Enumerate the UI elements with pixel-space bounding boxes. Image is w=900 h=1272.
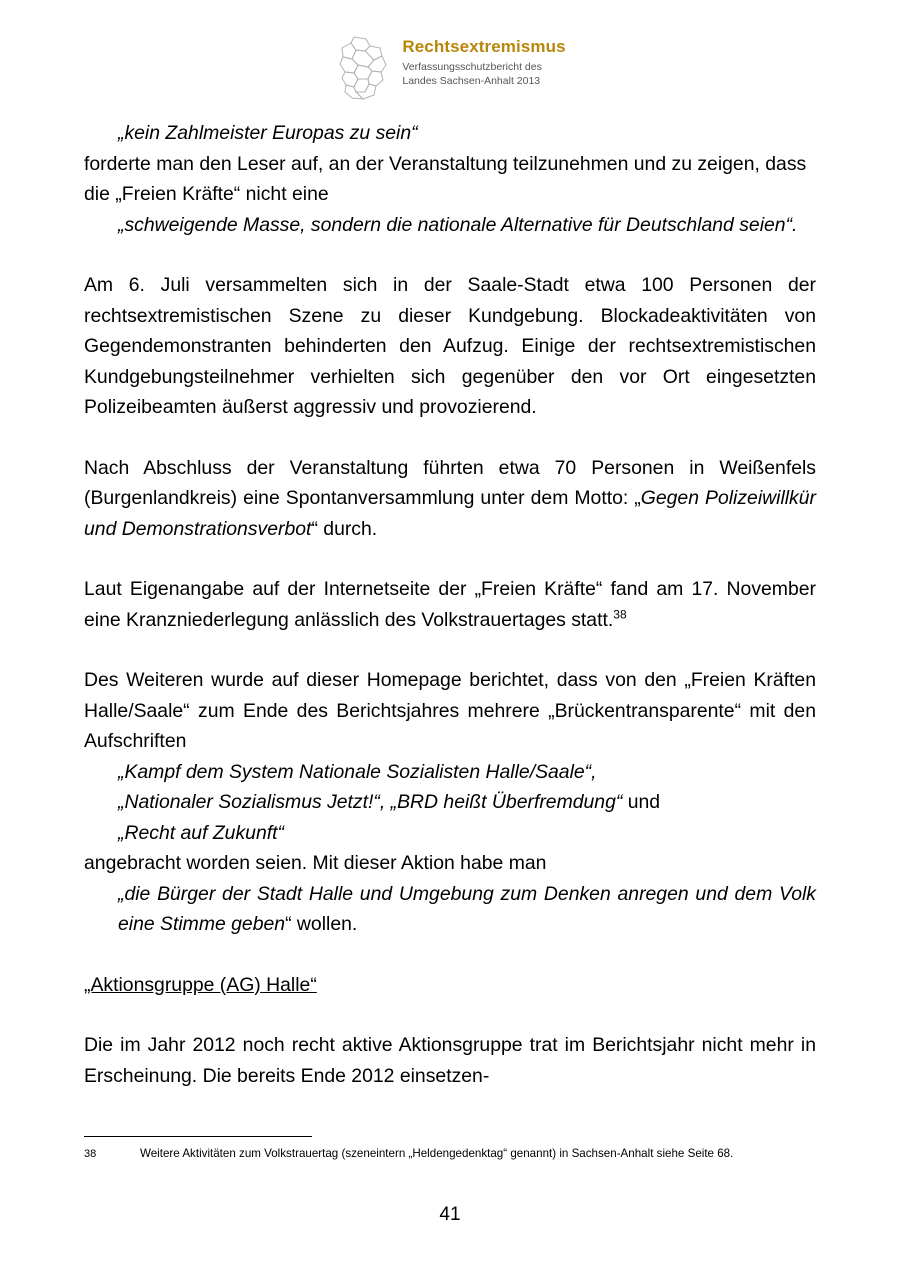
quote-block-3-line-3: „Recht auf Zukunft“ bbox=[118, 821, 284, 844]
header-subtitle-line1: Verfassungsschutzbericht des bbox=[402, 60, 542, 73]
quote-block-4 bbox=[118, 879, 816, 940]
spacer bbox=[84, 240, 816, 270]
quote-block-4-italic: „die Bürger der Stadt Halle und Umgebung zum Denken anregen und dem Volk eine Stimme geben bbox=[118, 882, 816, 935]
paragraph-7: Die im Jahr 2012 noch recht aktive Aktionsgruppe trat im Berichtsjahr nicht mehr in Erscheinung. Die bereits Ende 2012 einsetzen- bbox=[84, 1034, 816, 1087]
paragraph-4 bbox=[84, 574, 816, 635]
quote-block-4-tail: “ wollen. bbox=[285, 913, 358, 935]
page-number: 41 bbox=[439, 1204, 461, 1225]
quote-block-3-line-2 bbox=[118, 787, 816, 818]
paragraph-3-text-b: “ durch. bbox=[311, 517, 378, 540]
spacer bbox=[84, 635, 816, 665]
paragraph-2: Am 6. Juli versammelten sich in der Saale-Stadt etwa 100 Personen der rechtsextremistischen Szene zu dieser Kundgebung. Blockadeaktivitäten von Gegendemonstranten behinderten den Aufzug. Einige der rechtsextremistischen Kundgebungsteilnehmer verhielten sich gegenüber den vor Ort eingesetzten Polizeibeamten äußerst aggressiv und provozierend. bbox=[84, 274, 816, 418]
header-title: Rechtsextremismus bbox=[402, 37, 566, 56]
page-body bbox=[84, 118, 816, 1091]
sachsen-anhalt-map-logo bbox=[334, 34, 392, 102]
paragraph-5: Des Weiteren wurde auf dieser Homepage berichtet, dass von den „Freien Kräften Halle/Saale“ zum Ende des Berichtsjahres mehrere „Brückentransparente“ mit den Aufschriften bbox=[84, 669, 816, 752]
spacer bbox=[84, 940, 816, 970]
section-heading: „Aktionsgruppe (AG) Halle“ bbox=[84, 973, 317, 996]
footnote-block bbox=[84, 1146, 824, 1163]
paragraph-3 bbox=[84, 453, 816, 545]
footnote-marker: 38 bbox=[84, 1148, 97, 1160]
spacer bbox=[84, 1000, 816, 1030]
page-header bbox=[0, 34, 900, 102]
quote-block-3-line-1: „Kampf dem System Nationale Sozialisten Halle/Saale“, bbox=[118, 760, 597, 783]
quote-block-3-line-2-italic: „Nationaler Sozialismus Jetzt!“, „BRD heißt Überfremdung“ bbox=[118, 791, 623, 813]
header-subtitle-line2: Landes Sachsen-Anhalt 2013 bbox=[402, 74, 541, 87]
paragraph-3-motto: Gegen Polizeiwillkür und Demonstrationsverbot bbox=[84, 487, 816, 540]
quote-block-2: „schweigende Masse, sondern die nationale Alternative für Deutschland seien“. bbox=[118, 213, 798, 236]
footnote-reference-38[interactable]: 38 bbox=[613, 607, 627, 622]
paragraph-3-text-a: Nach Abschluss der Veranstaltung führten etwa 70 Personen in Weißenfels (Burgenlandkreis) eine Spontanversammlung unter dem Motto: „ bbox=[84, 456, 816, 509]
paragraph-6: angebracht worden seien. Mit dieser Aktion habe man bbox=[84, 852, 547, 874]
spacer bbox=[84, 544, 816, 574]
spacer bbox=[84, 423, 816, 453]
paragraph-1: forderte man den Leser auf, an der Veranstaltung teilzunehmen und zu zeigen, dass die „Freien Kräfte“ nicht eine bbox=[84, 152, 807, 205]
paragraph-4-text: Laut Eigenangabe auf der Internetseite der „Freien Kräfte“ fand am 17. November eine Kranzniederlegung anlässlich des Volkstrauertages statt. bbox=[84, 578, 816, 631]
footnote-text: Weitere Aktivitäten zum Volkstrauertag (szeneintern „Heldengedenktag“ genannt) in Sachsen-Anhalt siehe Seite 68. bbox=[140, 1147, 734, 1160]
quote-block-1: „kein Zahlmeister Europas zu sein“ bbox=[118, 122, 418, 144]
quote-block-3-line-2-tail: und bbox=[622, 791, 661, 813]
footnote-divider bbox=[84, 1136, 312, 1137]
